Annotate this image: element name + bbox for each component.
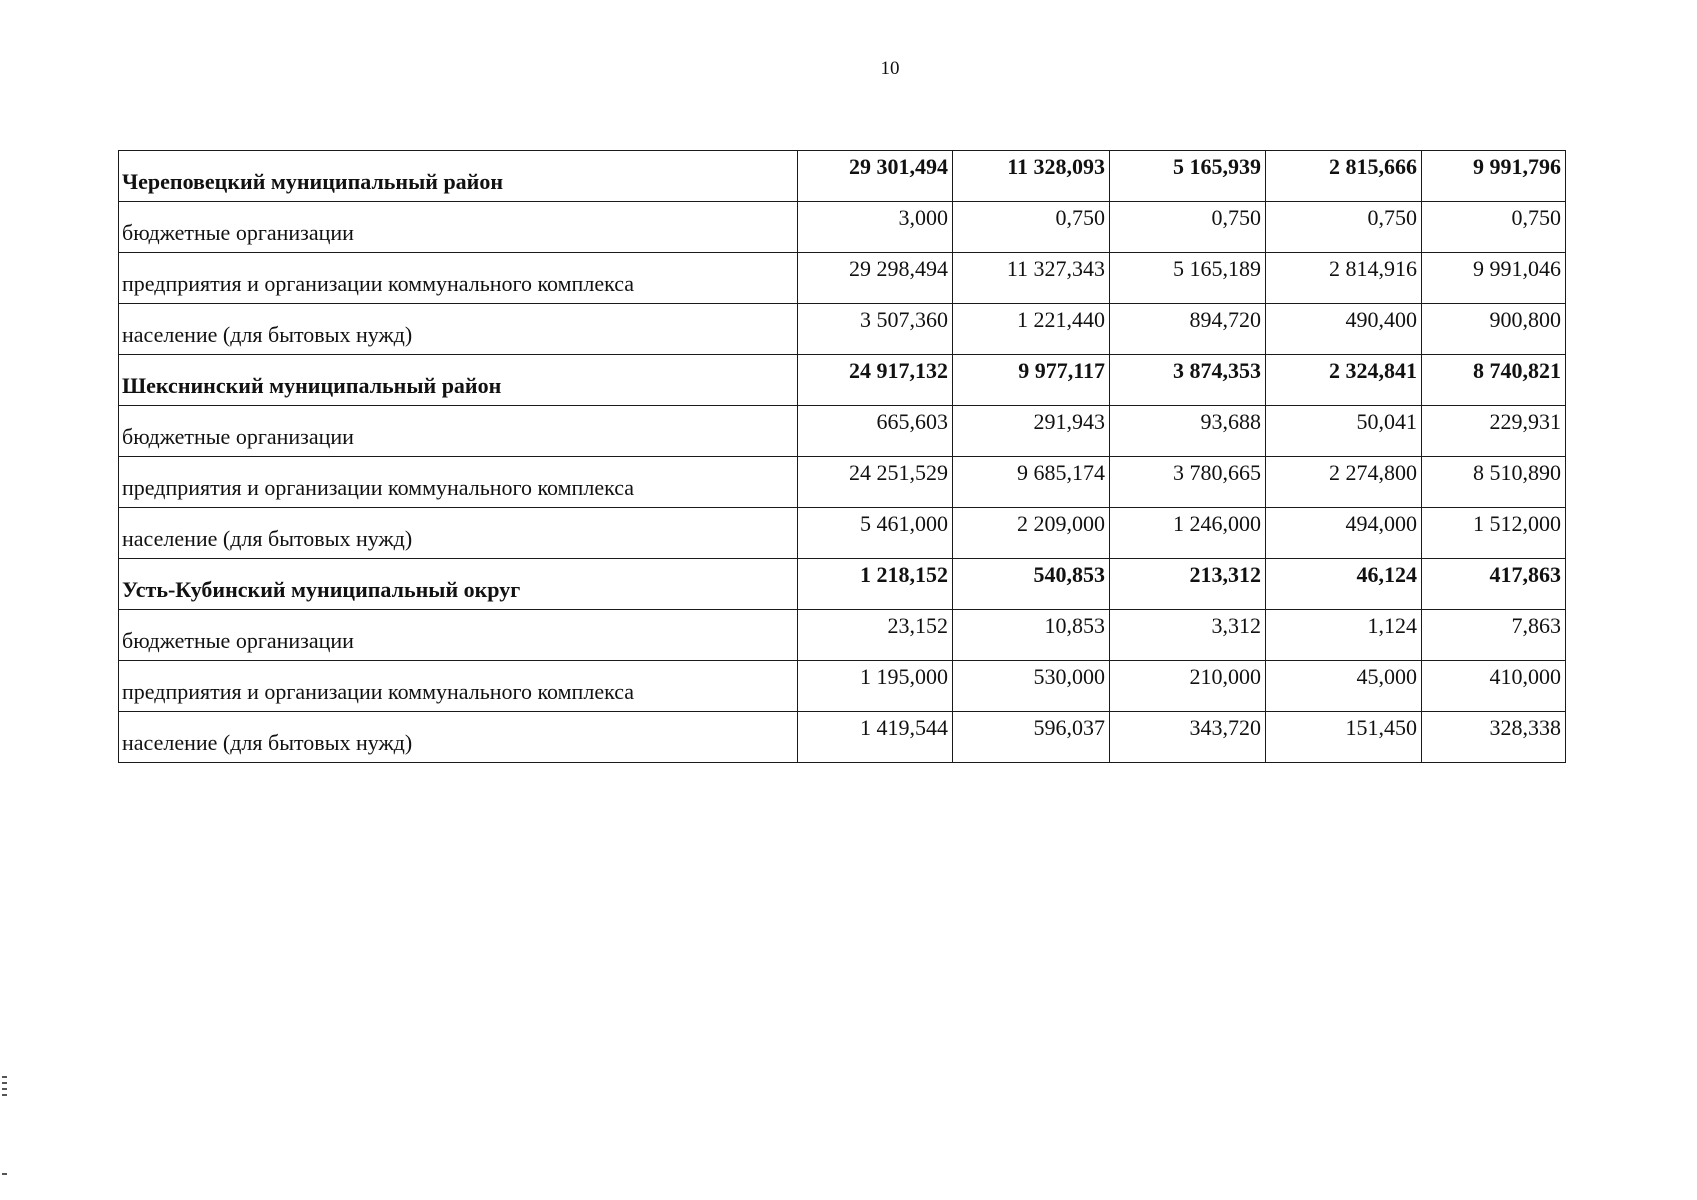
value-cell: 11 328,093 [953, 151, 1110, 202]
value-cell: 2 209,000 [953, 508, 1110, 559]
value-cell: 213,312 [1110, 559, 1266, 610]
value-cell: 9 977,117 [953, 355, 1110, 406]
value-cell: 9 685,174 [953, 457, 1110, 508]
value-cell: 151,450 [1266, 712, 1422, 763]
value-cell: 2 324,841 [1266, 355, 1422, 406]
category-label-cell: предприятия и организации коммунального комплекса [119, 661, 798, 712]
value-cell: 50,041 [1266, 406, 1422, 457]
value-cell: 1,124 [1266, 610, 1422, 661]
value-cell: 1 218,152 [798, 559, 953, 610]
value-cell: 3,312 [1110, 610, 1266, 661]
table-row [119, 253, 1566, 304]
scan-artifact-mark [2, 1076, 7, 1078]
value-cell: 490,400 [1266, 304, 1422, 355]
table-row [119, 457, 1566, 508]
value-cell: 328,338 [1422, 712, 1566, 763]
value-cell: 229,931 [1422, 406, 1566, 457]
value-cell: 1 221,440 [953, 304, 1110, 355]
value-cell: 46,124 [1266, 559, 1422, 610]
value-cell: 900,800 [1422, 304, 1566, 355]
value-cell: 8 510,890 [1422, 457, 1566, 508]
category-label-cell: предприятия и организации коммунального комплекса [119, 253, 798, 304]
category-label-cell: бюджетные организации [119, 202, 798, 253]
value-cell: 5 165,189 [1110, 253, 1266, 304]
value-cell: 540,853 [953, 559, 1110, 610]
value-cell: 3 780,665 [1110, 457, 1266, 508]
value-cell: 9 991,046 [1422, 253, 1566, 304]
value-cell: 29 301,494 [798, 151, 953, 202]
category-label-cell: бюджетные организации [119, 406, 798, 457]
scan-artifact-mark [2, 1173, 7, 1175]
table-row [119, 304, 1566, 355]
value-cell: 93,688 [1110, 406, 1266, 457]
category-label-cell: население (для бытовых нужд) [119, 508, 798, 559]
table-row [119, 406, 1566, 457]
table-row [119, 661, 1566, 712]
scan-artifact-mark [2, 1088, 7, 1090]
category-label-cell: население (для бытовых нужд) [119, 304, 798, 355]
value-cell: 1 195,000 [798, 661, 953, 712]
value-cell: 10,853 [953, 610, 1110, 661]
value-cell: 1 512,000 [1422, 508, 1566, 559]
value-cell: 11 327,343 [953, 253, 1110, 304]
value-cell: 291,943 [953, 406, 1110, 457]
value-cell: 2 815,666 [1266, 151, 1422, 202]
value-cell: 0,750 [1110, 202, 1266, 253]
value-cell: 0,750 [953, 202, 1110, 253]
value-cell: 1 419,544 [798, 712, 953, 763]
value-cell: 7,863 [1422, 610, 1566, 661]
value-cell: 665,603 [798, 406, 953, 457]
value-cell: 8 740,821 [1422, 355, 1566, 406]
consumption-table [118, 150, 1566, 763]
table-group-row [119, 355, 1566, 406]
table-row [119, 202, 1566, 253]
district-name-cell: Череповецкий муниципальный район [119, 151, 798, 202]
value-cell: 410,000 [1422, 661, 1566, 712]
scan-artifact-mark [2, 1082, 7, 1084]
category-label-cell: население (для бытовых нужд) [119, 712, 798, 763]
value-cell: 3,000 [798, 202, 953, 253]
district-name-cell: Усть-Кубинский муниципальный округ [119, 559, 798, 610]
value-cell: 9 991,796 [1422, 151, 1566, 202]
value-cell: 0,750 [1266, 202, 1422, 253]
value-cell: 596,037 [953, 712, 1110, 763]
category-label-cell: предприятия и организации коммунального комплекса [119, 457, 798, 508]
page-number: 10 [880, 58, 900, 79]
value-cell: 2 814,916 [1266, 253, 1422, 304]
value-cell: 343,720 [1110, 712, 1266, 763]
value-cell: 530,000 [953, 661, 1110, 712]
value-cell: 894,720 [1110, 304, 1266, 355]
table-group-row [119, 559, 1566, 610]
table-row [119, 712, 1566, 763]
category-label-cell: бюджетные организации [119, 610, 798, 661]
value-cell: 0,750 [1422, 202, 1566, 253]
table-row [119, 508, 1566, 559]
value-cell: 24 251,529 [798, 457, 953, 508]
value-cell: 5 165,939 [1110, 151, 1266, 202]
value-cell: 3 507,360 [798, 304, 953, 355]
value-cell: 2 274,800 [1266, 457, 1422, 508]
value-cell: 45,000 [1266, 661, 1422, 712]
value-cell: 5 461,000 [798, 508, 953, 559]
value-cell: 24 917,132 [798, 355, 953, 406]
value-cell: 210,000 [1110, 661, 1266, 712]
district-name-cell: Шекснинский муниципальный район [119, 355, 798, 406]
value-cell: 494,000 [1266, 508, 1422, 559]
value-cell: 23,152 [798, 610, 953, 661]
value-cell: 1 246,000 [1110, 508, 1266, 559]
value-cell: 417,863 [1422, 559, 1566, 610]
value-cell: 29 298,494 [798, 253, 953, 304]
scan-artifact-mark [2, 1094, 7, 1096]
table-group-row [119, 151, 1566, 202]
value-cell: 3 874,353 [1110, 355, 1266, 406]
table-row [119, 610, 1566, 661]
